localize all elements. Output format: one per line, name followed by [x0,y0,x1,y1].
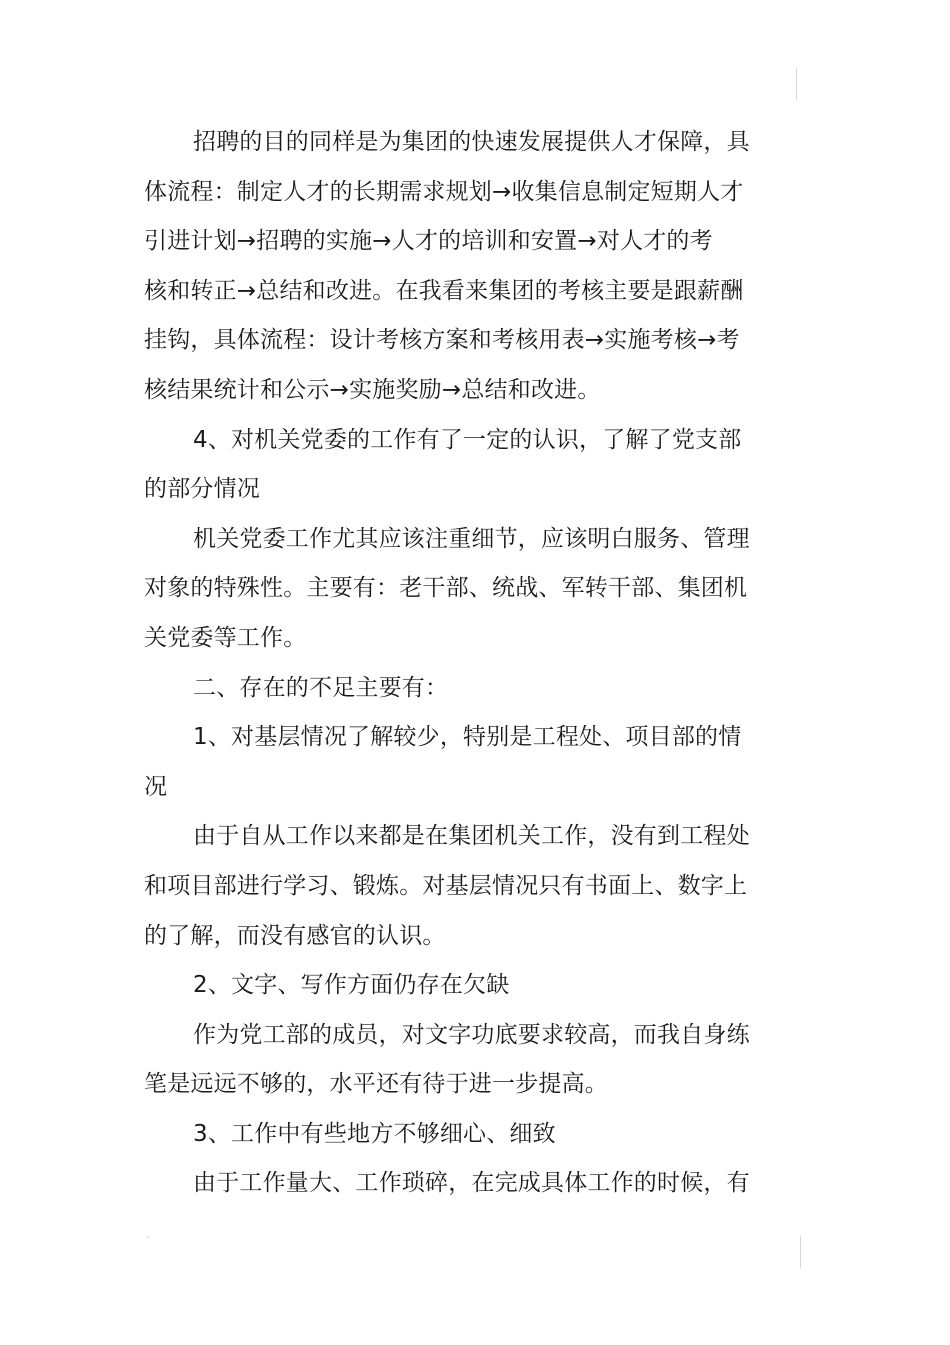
text-line: 二、存在的不足主要有： [193,674,449,701]
text-line: 2、文字、写作方面仍存在欠缺 [193,972,510,999]
text-line: 机关党委工作尤其应该注重细节，应该明白服务、管理 [193,525,750,552]
text-line: 的部分情况 [144,476,260,503]
paragraph-party-committee [144,515,748,664]
text-line: 核和转正→总结和改进。在我看来集团的考核主要是跟薪酬 [144,277,744,304]
text-line: 和项目部进行学习、锻炼。对基层情况只有书面上、数字上 [144,872,748,899]
heading-item-3 [144,1110,748,1160]
heading-item-4 [144,416,748,515]
text-line: 招聘的目的同样是为集团的快速发展提供人才保障，具 [193,129,750,155]
paragraph-recruitment-process [144,118,748,416]
text-line: 的了解，而没有感官的认识。 [144,922,446,949]
paragraph-carefulness [144,1159,748,1209]
text-line: 况 [144,773,168,800]
text-line: 关党委等工作。 [144,624,307,651]
text-line: 由于工作量大、工作琐碎，在完成具体工作的时候，有 [193,1170,750,1197]
text-line: 对象的特殊性。主要有：老干部、统战、军转干部、集团机 [144,575,748,602]
document-body [144,118,748,1209]
text-line: 3、工作中有些地方不够细心、细致 [193,1120,556,1147]
text-line: 4、对机关党委的工作有了一定的认识，了解了党支部 [193,426,742,453]
text-line: 由于自从工作以来都是在集团机关工作，没有到工程处 [193,823,750,850]
page-edge-mark [796,68,797,100]
page-edge-mark [800,1236,801,1268]
paragraph-writing [144,1011,748,1110]
text-line: 核结果统计和公示→实施奖励→总结和改进。 [144,376,601,403]
text-line: 引进计划→招聘的实施→人才的培训和安置→对人才的考 [144,228,713,255]
text-line: 挂钩，具体流程：设计考核方案和考核用表→实施考核→考 [144,327,740,354]
text-line: 1、对基层情况了解较少，特别是工程处、项目部的情 [193,724,742,751]
paragraph-grassroots [144,812,748,961]
text-line: 作为党工部的成员，对文字功底要求较高，而我自身练 [193,1021,750,1048]
text-line: 体流程：制定人才的长期需求规划→收集信息制定短期人才 [144,178,744,205]
heading-item-1 [144,713,748,812]
section-heading-shortcomings [144,664,748,714]
page-edge-mark [147,1236,149,1238]
heading-item-2 [144,961,748,1011]
text-line: 笔是远远不够的，水平还有待于进一步提高。 [144,1071,608,1098]
